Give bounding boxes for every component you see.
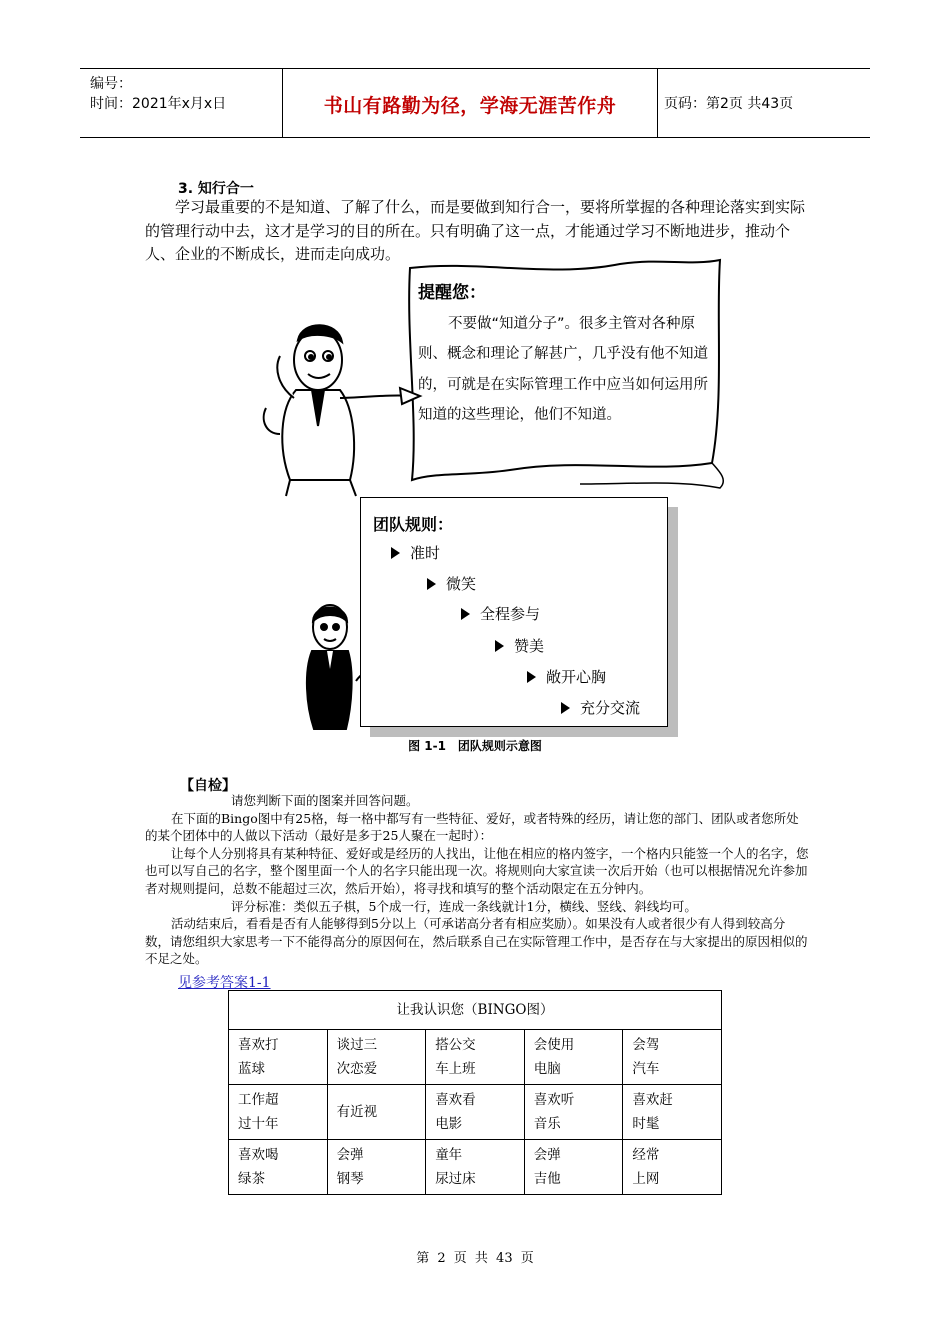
self-check-paragraph: 在下面的Bingo图中有25格，每一格中都写有一些特征、爱好，或者特殊的经历，请让您的部门、团队或者您所处的某个团体中的人做以下活动（最好是多于25人聚在一起时）： [145,810,799,844]
team-rules-box [360,497,668,727]
bingo-cell: 工作超 过十年 [229,1085,328,1140]
bingo-cell: 童年 尿过床 [426,1140,525,1195]
bingo-table [228,990,722,1195]
self-check-paragraph: 让每个人分别将具有某种特征、爱好或是经历的人找出，让他在相应的格内签字，一个格内只能签一个人的名字，您也可以写自己的名字，整个图里面一个人的名字只能出现一次。将规则向大家宣读一次后开始（也可以根据情况允许参加者对规则提问，总数不能超过三次，然后开始），将寻找和填写的整个活动限定在五分钟内。 [145,845,809,896]
arrow-right-icon [495,640,504,652]
arrow-right-icon [561,702,570,714]
bingo-cell: 有近视 [327,1085,426,1140]
arrow-right-icon [461,608,470,620]
page-footer: 第 2 页 共 43 页 [416,1251,534,1266]
header-page-cell [658,69,870,137]
arrow-right-icon [527,671,536,683]
team-rule-item: 敞开心胸 [527,666,606,687]
bingo-cell: 喜欢赶 时髦 [623,1085,722,1140]
team-rule-item: 充分交流 [561,697,640,718]
cartoon-man-left [307,605,352,729]
team-rule-item: 准时 [391,542,440,563]
section-paragraph: 学习最重要的不是知道、了解了什么，而是要做到知行合一，要将所掌握的各种理论落实到实际的管理行动中去，这才是学习的目的所在。只有明确了这一点，才能通过学习不断地进步，推动个人、企业的不断成长，进而走向成功。 [145,198,806,263]
self-check-paragraph: 请您判断下面的图案并回答问题。 [231,793,419,808]
self-check-heading: 【自检】 [180,778,236,794]
self-check-paragraph: 评分标准：类似五子棋，5个成一行，连成一条线就计1分，横线、竖线、斜线均可。 [231,898,697,914]
bingo-cell: 喜欢打 蓝球 [229,1030,328,1085]
team-rule-item: 全程参与 [461,603,540,624]
bingo-cell: 会弹 钢琴 [327,1140,426,1195]
header-info-cell [80,69,283,137]
document-number-label: 编号： [90,76,132,92]
table-row [229,1030,722,1085]
header-motto: 书山有路勤为径，学海无涯苦作舟 [323,95,617,117]
self-check-body [145,792,810,968]
bingo-cell: 会弹 吉他 [524,1140,623,1195]
cartoon-man-pointing [264,325,420,496]
bingo-cell: 谈过三 次恋爱 [327,1030,426,1085]
team-rule-item: 赞美 [495,635,544,656]
table-row [229,1140,722,1195]
reminder-body: 不要做“知道分子”。很多主管对各种原则、概念和理论了解甚广，几乎没有他不知道的，可就是在实际管理工作中应当如何运用所知道的这些理论，他们不知道。 [418,315,708,423]
bingo-cell: 喜欢听 音乐 [524,1085,623,1140]
reminder-title: 提醒您： [418,283,486,303]
arrow-right-icon [391,547,400,559]
section-title: 3. 知行合一 [178,181,254,197]
team-rules-title: 团队规则： [373,515,454,534]
figure-caption: 图 1-1 团队规则示意图 [408,739,542,753]
bingo-cell: 经常 上网 [623,1140,722,1195]
reminder-note [418,278,708,431]
bingo-cell: 喜欢喝 绿茶 [229,1140,328,1195]
header-motto-cell [283,69,658,137]
arrow-right-icon [427,578,436,590]
document-time-label: 时间：2021年x月x日 [90,96,227,112]
header-page-number: 页码：第2页 共43页 [664,96,794,112]
reminder-illustration [250,258,730,498]
bingo-cell: 会驾 汽车 [623,1030,722,1085]
bingo-cell: 会使用 电脑 [524,1030,623,1085]
bingo-cell: 搭公交 车上班 [426,1030,525,1085]
self-check-paragraph: 活动结束后，看看是否有人能够得到5分以上（可承诺高分者有相应奖励）。如果没有人或者很少有人得到较高分数，请您组织大家思考一下不能得高分的原因何在，然后联系自己在实际管理工作中，是否存在与大家提出的原因相似的不足之处。 [145,916,808,967]
bingo-cell: 喜欢看 电影 [426,1085,525,1140]
team-rule-item: 微笑 [427,573,476,594]
reference-answer-link[interactable]: 见参考答案1-1 [178,975,271,991]
table-row [229,1085,722,1140]
page-header [80,68,870,138]
bingo-caption: 让我认识您（BINGO图） [229,991,722,1030]
